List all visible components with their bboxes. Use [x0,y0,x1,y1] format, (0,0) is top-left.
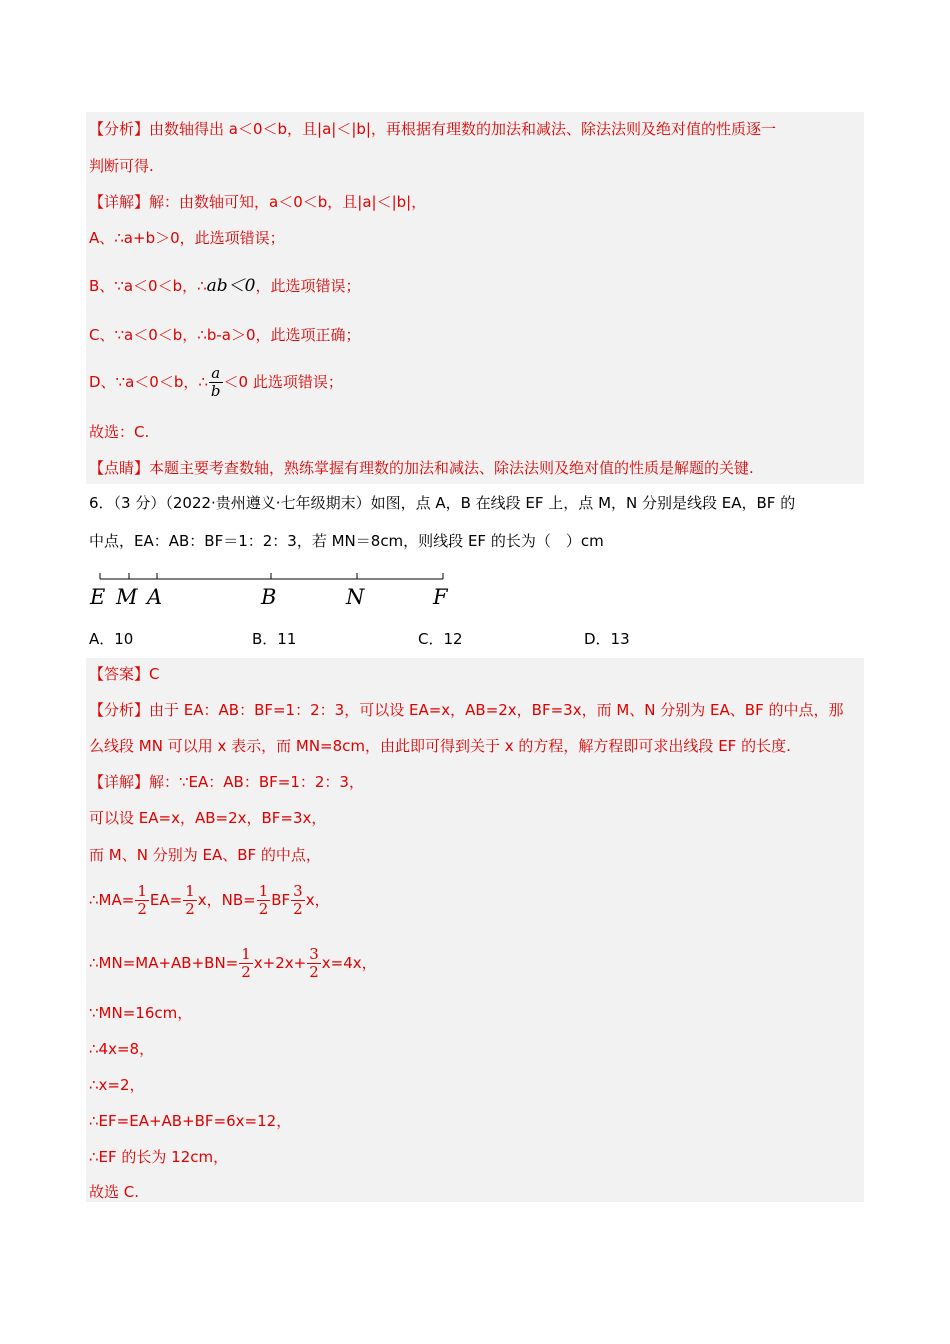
question-6-line2: 中点，EA：AB：BF＝1：2：3，若 MN＝8cm，则线段 EF 的长为（ ）cm [89,532,604,550]
prev-detail-line: 【详解】解：由数轴可知，a＜0＜b，且|a|＜|b|， [89,193,427,211]
sol-step-7: ∴x=2， [89,1076,145,1094]
option-a: A．10 [89,630,134,648]
sol-detail-line: 【详解】解：∵EA：AB：BF=1：2：3， [89,773,364,791]
fraction-3-2: $\frac{3}{2}$ [309,945,319,981]
prev-option-c-analysis: C、∵a＜0＜b，∴b-a＞0，此选项正确； [89,326,361,344]
prev-option-b-analysis: B、∵a＜0＜b，∴ab＜0，此选项错误； [89,276,361,296]
fraction-3-2: $\frac{3}{2}$ [293,882,303,918]
detail-tag: 【详解】 [89,773,150,791]
prev-comment-line: 【点睛】本题主要考查数轴，熟练掌握有理数的加法和减法、除法法则及绝对值的性质是解题的关键. [89,459,754,477]
analysis-tag: 【分析】 [89,701,150,719]
answer-value: C [149,665,160,683]
segment-figure [86,570,466,620]
sol-step-6: ∴4x=8， [89,1040,155,1058]
sol-step-1: 可以设 EA=x，AB=2x，BF=3x， [89,809,327,827]
sol-step-4: ∴MN=MA+AB+BN= $\frac{1}{2}$ x+2x+ $\frac{3}{2}$ x=4x， [89,945,377,981]
label-b: B [261,585,277,609]
label-e: E [90,585,106,609]
label-m: M [116,585,138,609]
answer-tag: 【答案】 [89,665,150,683]
prev-analysis-line2: 判断可得. [89,157,154,175]
sol-step-8: ∴EF=EA+AB+BF=6x=12， [89,1112,292,1130]
sol-analysis-line2: 么线段 MN 可以用 x 表示，而 MN=8cm，由此即可得到关于 x 的方程，解方程即可求出线段 EF 的长度. [89,737,791,755]
label-f: F [433,585,448,609]
fraction-1-2: $\frac{1}{2}$ [258,882,269,918]
solution-block-prev [86,112,864,484]
label-n: N [346,585,365,609]
sol-analysis-line1: 【分析】由于 EA：AB：BF=1：2：3，可以设 EA=x，AB=2x，BF=3x，而 M、N 分别为 EA、BF 的中点，那 [89,701,844,719]
label-a: A [147,585,163,609]
sol-step-5: ∵MN=16cm， [89,1004,193,1022]
question-6-line1: 6．（3 分）（2022·贵州遵义·七年级期末）如图，点 A，B 在线段 EF 上，点 M，N 分别是线段 EA，BF 的 [89,494,796,512]
fraction-1-2: $\frac{1}{2}$ [137,882,147,918]
sol-step-10: 故选 C. [89,1183,140,1201]
prev-option-a-analysis: A、∴a+b＞0，此选项错误； [89,229,285,247]
sol-step-9: ∴EF 的长为 12cm， [89,1148,229,1166]
math-ab-expression: ab＜0 [206,276,256,296]
option-c: C．12 [418,630,463,648]
prev-option-d-analysis: D、∵a＜0＜b，∴ $\frac{a}{b}$ ＜0 此选项错误； [89,364,343,400]
answer-line [89,664,160,684]
prev-analysis-line1: 【分析】由数轴得出 a＜0＜b，且|a|＜|b|，再根据有理数的加法和减法、除法法则及绝对值的性质逐一 [89,120,776,138]
option-d: D．13 [584,630,630,648]
fraction-1-2: $\frac{1}{2}$ [241,945,251,981]
sol-step-2: 而 M、N 分别为 EA、BF 的中点， [89,846,321,864]
analysis-tag: 【分析】 [89,120,150,138]
sol-step-3: ∴MA= $\frac{1}{2}$ EA= $\frac{1}{2}$ x，NB= $\frac{1}{2}$ BF $\frac{3}{2}$ x， [89,882,330,918]
detail-tag: 【详解】 [89,193,150,211]
fraction-1-2: $\frac{1}{2}$ [185,882,195,918]
fraction-a-over-b: $\frac{a}{b}$ [210,364,221,400]
option-b: B．11 [252,630,297,648]
prev-choose-line: 故选：C. [89,423,150,441]
comment-tag: 【点睛】 [89,459,150,477]
